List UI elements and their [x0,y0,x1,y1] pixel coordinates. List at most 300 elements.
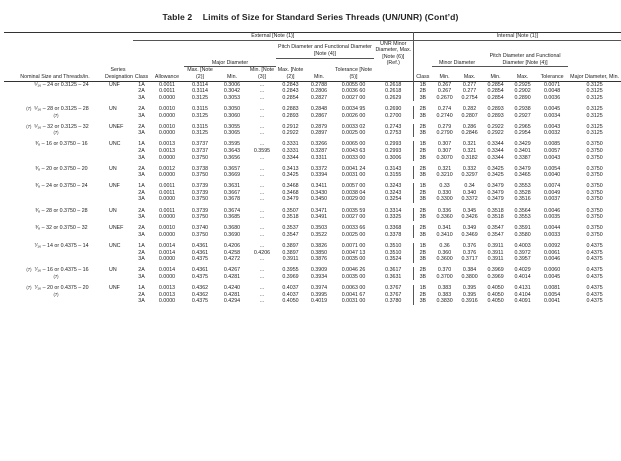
table-cell: 0.3479 [487,183,504,190]
table-number: Table 2 [162,12,193,22]
table-cell: 0.0043 [543,123,561,130]
series-designation-empty [108,196,133,203]
table-cell: 0.4361 [191,249,209,256]
table-cell: 0.3750 [586,165,603,172]
table-cell: 0.0014 [158,249,176,256]
nominal-size-text: ³⁄₈ – 28 or 0.3750 – 28 [35,207,88,214]
table-cell: 0.3125 [586,88,603,95]
table-cell: 2A [138,147,145,154]
table-cell: 3B [419,112,427,119]
table-cell: 0.4375 [586,298,603,305]
table-cell: 0.2670 [436,94,453,101]
nominal-size-empty [4,250,108,257]
table-cell: 0.0071 [543,81,561,88]
table-cell: 0.2754 [461,94,478,101]
table-cell: 0.3957 [514,256,531,263]
table-cell: 0.3143 [374,166,413,173]
table-cell: 0.2743 [374,124,413,131]
table-cell: 0.345 [462,207,477,214]
table-row [4,292,621,299]
table-cell: 0.0035 59 [341,207,366,214]
table-cell: 0.2867 [310,112,328,119]
table-row [4,95,621,102]
table-cell: 0.3429 [514,141,531,148]
table-cell: 0.3368 [374,225,413,232]
series-designation-empty [108,250,133,257]
table-cell: 3A [138,298,145,305]
table-cell: 0.0026 00 [341,112,366,119]
table-cell: 0.3800 [461,273,478,280]
table-cell: 0.3631 [374,274,413,281]
table-cell: 0.2922 [487,130,504,137]
allowance-header: Allowance [154,74,180,81]
table-cell: 0.3125 [586,112,603,119]
table-cell: ... [259,284,265,291]
table-cell: 0.3740 [191,225,209,232]
table-cell: 0.0032 [543,130,561,137]
table-cell: 0.3617 [374,267,413,274]
table-cell: 0.340 [462,189,477,196]
table-cell: 0.3311 [311,154,327,161]
table-cell: 0.3426 [461,214,478,221]
table-cell: 0.0011 [159,81,175,88]
nominal-size-text: ⁵⁄₁₆ – 24 or 0.3125 – 24 [34,81,89,88]
table-cell: 0.2897 [310,130,328,137]
table-cell: 0.3876 [310,256,328,263]
table-cell: 3A [138,172,145,179]
table-cell: 0.3372 [461,196,478,203]
nominal-size [4,106,108,113]
table-row [4,285,621,292]
table-cell: 0.0025 00 [341,130,366,137]
table-cell: 0.0061 [543,249,561,256]
table-cell: 0.376 [462,242,477,249]
table-cell: 2A [138,189,145,196]
table-cell: 0.4375 [586,284,603,291]
table-cell: ... [259,183,265,190]
table-cell: 0.0060 [543,267,561,274]
table-cell: 0.3897 [282,242,299,249]
series-designation: UNF [109,284,120,291]
unr-minor-header: UNR Minor Diameter, Max. [Note (6)] (Ref.) [375,40,412,67]
table-cell: 0.2938 [514,105,531,112]
nominal-size [4,208,108,215]
table-cell: 0.3911 [487,249,504,256]
table-cell: 0.0034 95 [341,105,366,112]
table-cell: ... [259,207,265,214]
table-cell: 0.0036 [543,94,561,101]
table-cell: 2A [138,225,145,232]
table-cell: 0.0010 [158,225,176,232]
table-cell: 0.0055 00 [341,81,366,88]
table-cell: 0.2993 [374,141,413,148]
table-row [4,172,621,179]
table-cell: 3B [419,256,427,263]
table-cell: ... [259,256,265,263]
table-cell: 0.3553 [514,183,531,190]
table-cell: 3A [138,256,145,263]
table-cell: 0.3767 [374,285,413,292]
series-designation: UN [109,165,117,172]
table-cell: 0.3125 [191,94,209,101]
table-cell: 0.3750 [586,141,603,148]
table-cell: 0.3674 [223,207,241,214]
table-cell: 0.3737 [191,141,209,148]
table-cell: 0.3479 [487,196,504,203]
major-min-note3-header: Min. [Note (3)] [249,67,275,81]
table-cell: 0.321 [462,147,477,154]
nominal-size-empty [4,298,108,305]
table-cell: 0.0000 [158,273,176,280]
nominal-size [4,183,108,190]
table-cell: 0.3750 [586,189,603,196]
table-cell: 0.4375 [586,273,603,280]
table-cell: 2B [419,123,427,130]
table-cell: 0.0000 [158,231,176,238]
table-cell: 0.3006 [374,155,413,162]
table-cell: 0.3331 [282,141,299,148]
table-cell: 0.3750 [191,231,209,238]
table-cell: 0.3344 [487,147,504,154]
table-cell: 0.0092 [543,242,561,249]
table-cell: 3A [138,231,145,238]
nominal-size [4,225,108,232]
table-cell: 0.286 [462,123,477,130]
table-cell: 3A [138,154,145,161]
thread-limits-table [4,32,621,305]
table-cell: 0.0014 [158,242,176,249]
table-cell: 0.3767 [374,292,413,299]
table-cell: 0.3210 [436,172,453,179]
table-cell: 0.4361 [191,242,209,249]
table-cell: ... [259,196,265,203]
table-cell: 0.3450 [310,196,328,203]
tolerance-header: Tolerance [540,74,564,81]
table-cell: 0.3897 [282,249,299,256]
table-cell: 0.3518 [487,214,504,221]
table-cell: 3A [138,130,145,137]
table-cell: 0.3344 [487,141,504,148]
table-cell: 0.3595 [223,141,241,148]
table-cell: 0.4240 [223,284,241,291]
table-cell: 0.3631 [223,183,241,190]
table-row [4,81,621,88]
nominal-size-empty [4,196,108,203]
table-cell: 0.3516 [514,196,531,203]
nominal-size-empty [4,232,108,239]
table-cell: 0.3479 [514,165,531,172]
table-cell: 0.0081 [543,284,561,291]
table-cell: 2B [419,225,427,232]
major-min-header: Min. [226,74,237,81]
table-cell: ... [259,172,265,179]
table-cell: 0.2618 [374,81,413,88]
table-cell: 0.3528 [514,189,531,196]
series-designation-empty [108,298,133,305]
table-cell: 0.0036 60 [341,88,366,95]
table-cell: 0.0012 [158,165,176,172]
table-cell: 0.2690 [374,106,413,113]
table-cell: 0.3387 [514,154,531,161]
table-cell: 0.0034 [543,112,561,119]
table-cell: ... [259,112,265,119]
table-cell: 2B [419,207,427,214]
table-cell: 0.0054 [543,165,561,172]
table-cell: 0.0033 00 [341,154,366,161]
pitch-int-min-header: Min. [490,74,501,81]
table-cell: 0.2618 [374,88,413,95]
table-cell: 0.0043 63 [341,147,366,154]
series-designation-empty [108,172,133,179]
table-cell: 0.3050 [223,105,241,112]
table-header [4,33,621,82]
table-cell: 0.0035 [543,214,561,221]
external-header: External [Note (1)] [133,33,413,41]
table-cell: 0.0049 [543,189,561,196]
table-cell: 0.3425 [487,165,504,172]
table-cell: 0.0035 00 [341,256,366,263]
footnote-mark: (7) [53,112,59,118]
table-cell: 0.3468 [282,183,299,190]
series-designation: UNEF [109,225,124,232]
table-cell: 0.0000 [158,172,176,179]
series-designation: UN [109,207,117,214]
table-cell: 0.0043 [543,154,561,161]
table-cell: 0.3182 [461,154,478,161]
table-cell: 0.274 [437,105,452,112]
series-designation-header: Series Designation [105,67,133,81]
table-cell: 0.3580 [514,231,531,238]
table-cell: 0.3378 [374,232,413,239]
table-cell: 3B [419,154,427,161]
table-cell: 0.4375 [586,242,603,249]
table-cell: 0.4029 [514,267,531,274]
table-row [4,225,621,232]
table-cell: 0.0044 [543,225,561,232]
table-cell: 0.4375 [586,267,603,274]
footnote-mark: (7) [26,284,32,290]
table-cell: 0.2788 [310,81,328,88]
series-designation-empty [108,155,133,162]
table-cell: 3B [419,130,427,137]
table-cell: 0.3410 [436,231,453,238]
table-cell: 0.0013 [158,141,176,148]
table-cell: 0.3266 [310,141,328,148]
table-cell: 0.3331 [282,147,299,154]
table-cell: 3B [419,172,427,179]
table-cell: 0.2879 [310,123,328,130]
table-cell: 0.4019 [310,298,328,305]
tolerance-note5-header: Tolerance [Note (5)] [334,67,373,81]
table-cell: 0.279 [437,123,452,130]
table-cell: 0.3479 [487,189,504,196]
major-diameter-header: Major Diameter [184,58,276,67]
table-cell: 0.0074 [543,183,561,190]
table-cell: 0.2927 [514,112,531,119]
table-cell: 0.3297 [461,172,478,179]
table-cell: 0.349 [462,225,477,232]
table-cell: 0.384 [462,267,477,274]
table-cell: 0.3911 [282,256,299,263]
table-cell: 3A [138,273,145,280]
table-cell: 0.3739 [191,207,209,214]
series-designation: UNF [109,183,120,190]
table-cell: 0.4375 [191,273,209,280]
table-row [4,113,621,120]
table-cell: ... [259,130,265,137]
table-cell: 0.3737 [191,147,209,154]
table-cell: 2A [138,123,145,130]
table-cell: 0.267 [437,81,452,88]
series-designation-empty [108,232,133,239]
table-cell: 0.3518 [282,214,299,221]
table-cell: 0.3155 [374,172,413,179]
table-cell: 0.0000 [158,214,176,221]
table-cell: 0.330 [437,189,452,196]
table-cell: 0.341 [437,225,452,232]
table-row [4,196,621,203]
major-int-header: Major Diameter, Min. [570,74,620,81]
table-cell: 0.370 [437,267,452,274]
series-designation: UNEF [109,123,124,130]
major-max-header: Max. [Note (2)] [187,67,213,81]
table-cell: 0.2902 [514,88,531,95]
table-cell: 0.3507 [282,207,299,214]
table-caption: Limits of Size for Standard Series Threads (UN/UNR) (Cont’d) [202,12,459,22]
table-cell: 0.3657 [223,165,241,172]
series-designation-empty [108,256,133,263]
table-row [4,214,621,221]
table-cell: 0.4050 [487,298,504,305]
table-cell: 0.3425 [282,172,299,179]
table-cell: 0.3430 [310,189,328,196]
nominal-size-empty [4,214,108,221]
table-cell: 2A [138,291,145,298]
table-cell: 0.3600 [436,256,453,263]
table-cell: 0.0033 66 [341,225,366,232]
minor-min-header: Min. [439,74,450,81]
table-cell: 0.4206 [223,242,241,249]
table-cell: 0.4272 [223,256,241,263]
table-row [4,232,621,239]
table-cell: 0.3287 [310,147,328,154]
table-cell: 0.2740 [436,112,453,119]
table-cell: 1B [419,141,427,148]
nominal-size-empty [4,95,108,102]
table-cell: 0.3401 [514,147,531,154]
table-cell: ... [259,165,265,172]
table-cell: 0.3070 [436,154,453,161]
table-cell: 0.3425 [487,172,504,179]
nominal-size [4,81,108,88]
table-cell: 0.3114 [192,88,208,95]
table-cell: 0.4037 [282,291,299,298]
table-cell: 0.267 [437,88,452,95]
table-cell: 0.4375 [586,291,603,298]
table-cell: ... [259,267,265,274]
table-cell: 2B [419,88,427,95]
table-cell: 0.3491 [310,214,328,221]
table-cell: 0.4003 [514,242,531,249]
table-cell: 0.3595 [253,147,271,154]
footnote-mark: (7) [53,273,59,279]
table-cell: 1A [138,284,145,291]
nominal-size-empty [4,155,108,162]
table-cell: 0.4362 [191,284,209,291]
table-cell: 0.3750 [191,172,209,179]
table-cell: 0.3680 [223,225,241,232]
table-cell: 0.0000 [158,256,176,263]
table-cell: 0.3911 [487,242,504,249]
nominal-size-text: ⁷⁄₁₆ – 20 or 0.4375 – 20 [34,284,89,291]
table-cell: 0.0041 [543,298,561,305]
table-cell: 0.321 [462,141,477,148]
nominal-size-footnote [4,292,108,299]
table-cell: 0.3468 [282,189,299,196]
table-cell: 2A [138,249,145,256]
table-row [4,256,621,263]
nominal-size-empty [4,88,108,95]
table-cell: 0.3125 [586,81,603,88]
table-cell: 0.3678 [223,196,241,203]
nominal-size [4,124,108,131]
table-cell: 0.3060 [223,112,241,119]
table-cell: 0.4375 [191,298,209,305]
table-cell: 0.3053 [223,94,241,101]
table-cell: 0.3518 [487,207,504,214]
table-cell: 0.321 [437,165,452,172]
table-cell: 0.4050 [487,291,504,298]
nominal-size-text: ⁵⁄₁₆ – 28 or 0.3125 – 28 [34,105,89,112]
table-cell: 0.4104 [514,291,531,298]
table-cell: ... [259,154,265,161]
table-cell: 2B [419,105,427,112]
table-cell: 0.3360 [436,214,453,221]
table-cell: 0.4050 [487,284,504,291]
table-cell: 0.3911 [487,256,504,263]
table-cell: 0.3974 [310,284,328,291]
table-cell: 1A [138,141,145,148]
table-cell: 2B [419,267,427,274]
table-row [4,183,621,190]
table-cell: 0.4258 [223,249,241,256]
pitch-int-max-header: Max. [516,74,529,81]
table-cell: 0.0000 [158,130,176,137]
table-cell: 0.0000 [158,94,176,101]
table-cell: 0.4037 [282,284,299,291]
table-cell: 0.3738 [191,165,209,172]
table-cell: ... [259,298,265,305]
table-cell: 3B [419,94,427,101]
table-row [4,267,621,274]
series-designation: UNF [109,81,120,88]
table-cell: ... [259,94,265,101]
table-cell: ... [259,123,265,130]
table-cell: 0.0033 [543,231,561,238]
series-designation: UN [109,267,117,274]
table-cell: 0.3344 [282,154,299,161]
table-row [4,250,621,257]
table-cell: ... [259,105,265,112]
table-row [4,106,621,113]
table-row [4,190,621,197]
table-cell: 0.4050 [282,298,299,305]
nominal-size [4,267,108,274]
table-cell: 0.360 [437,249,452,256]
table-cell: 0.395 [462,284,477,291]
table-cell: 0.332 [462,165,477,172]
table-cell: 0.2807 [461,112,478,119]
